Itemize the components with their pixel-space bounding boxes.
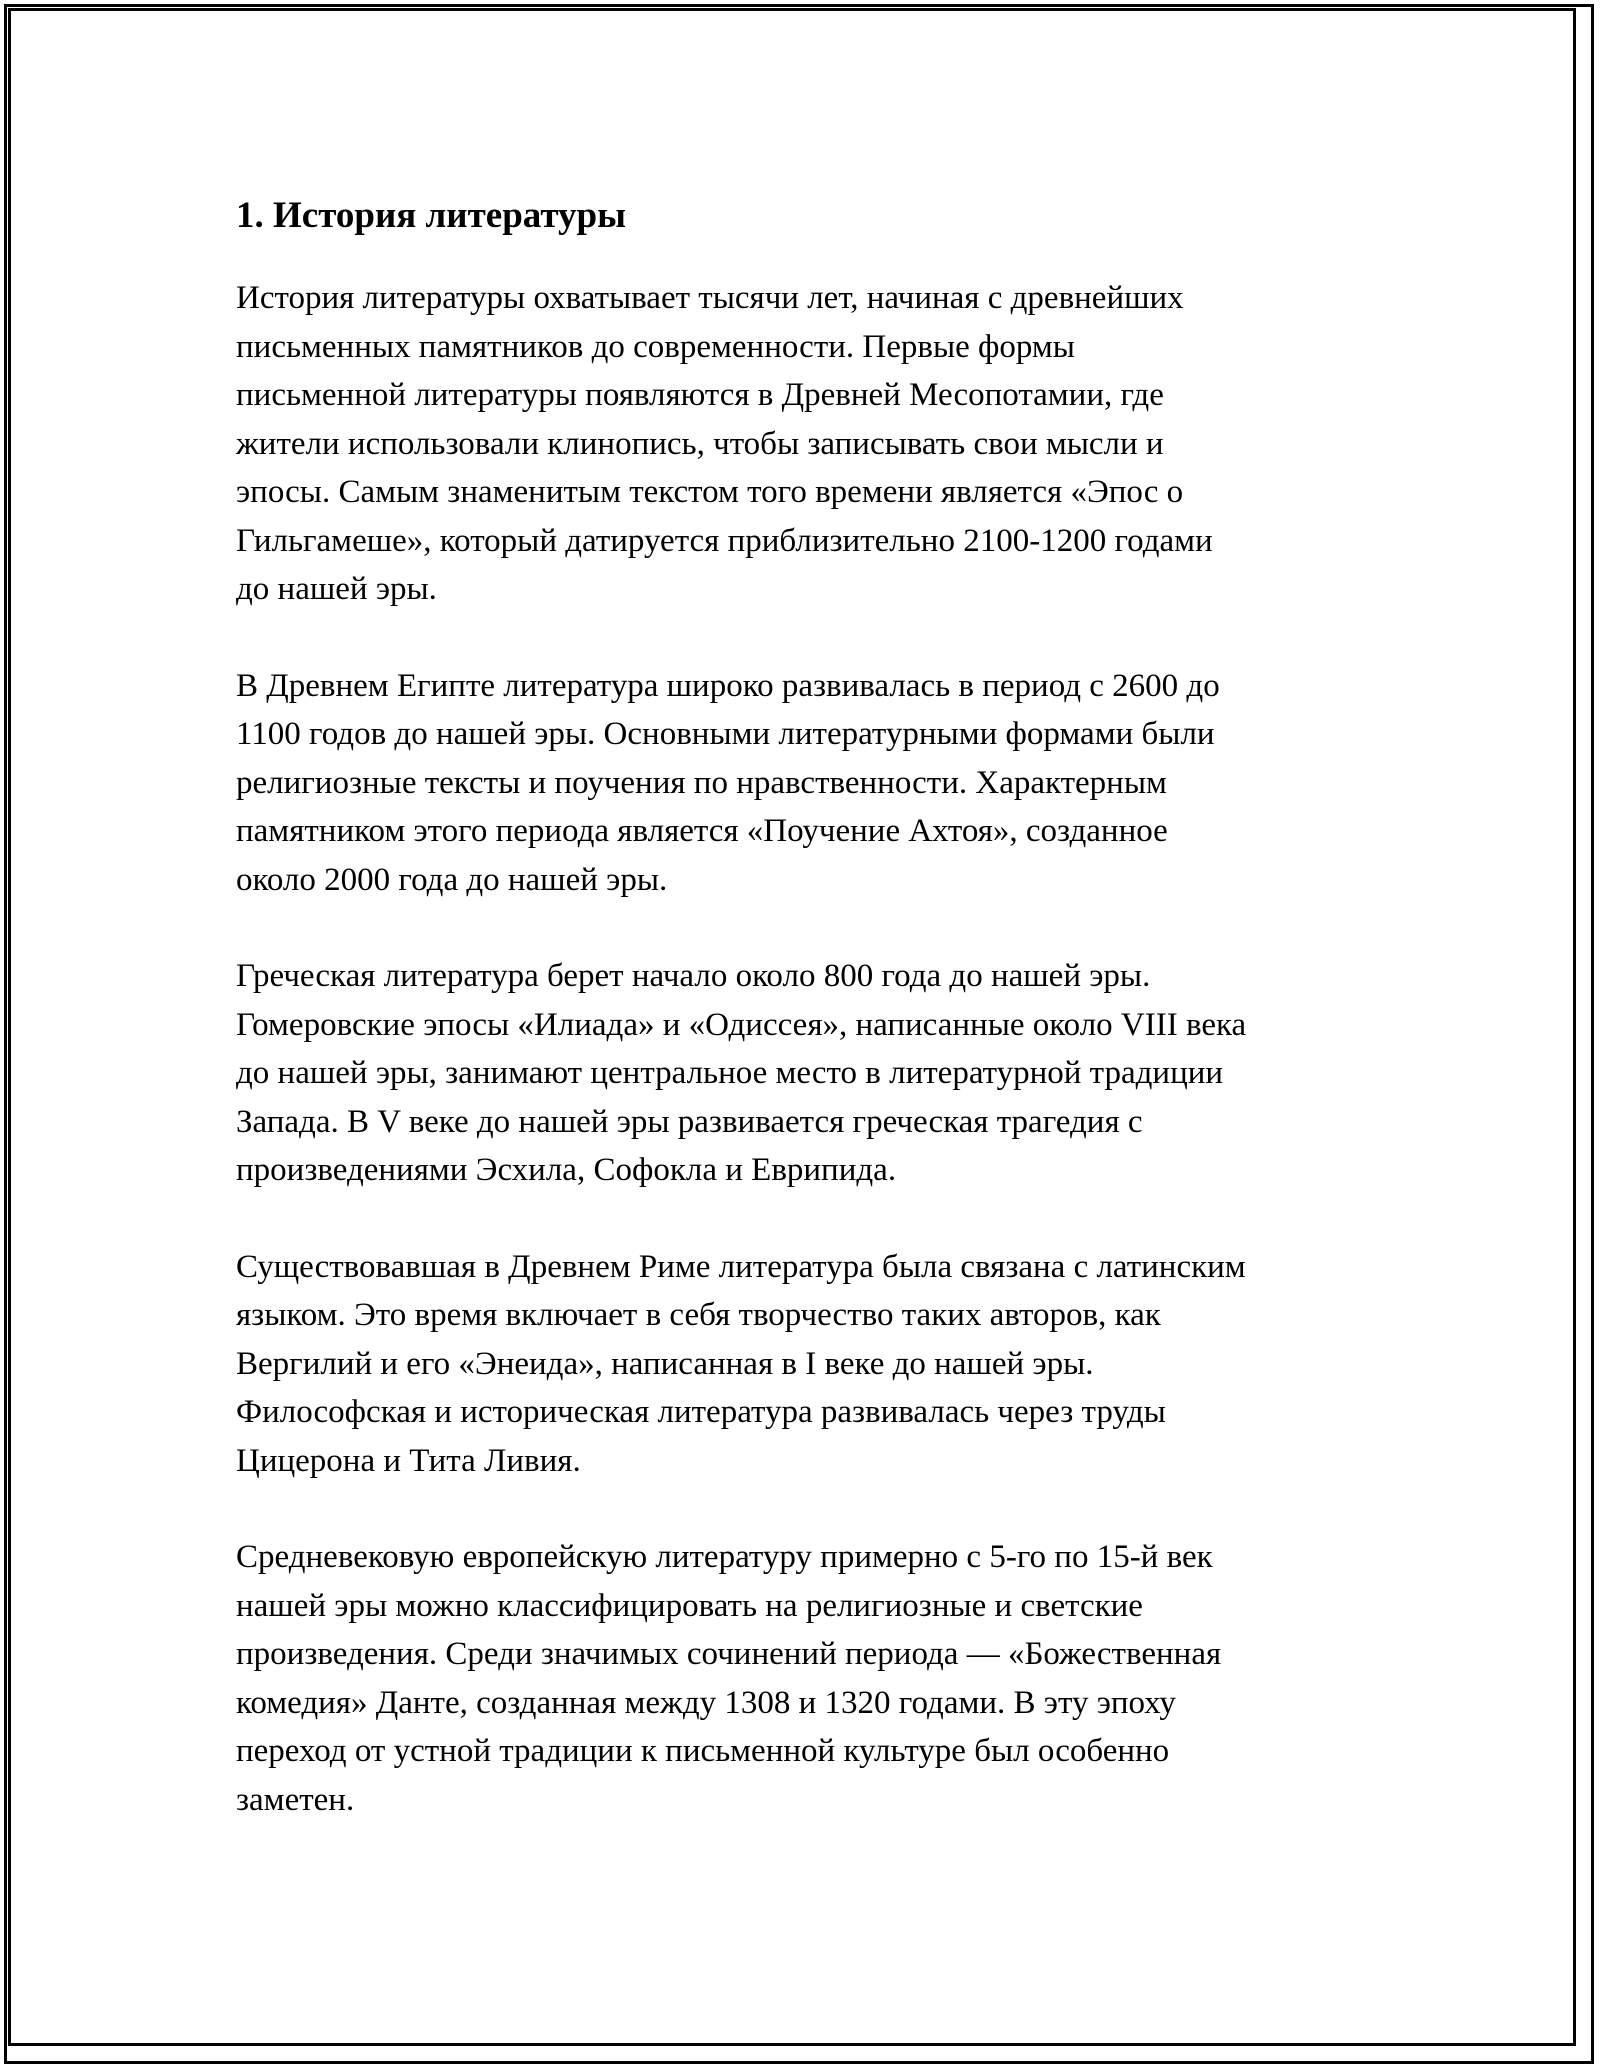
paragraph-egypt: В Древнем Египте литература широко развивалась в период с 2600 до 1100 годов до нашей эры. Основными литературными формами были религиозные тексты и поучения по нравственности. Характерным памятником этого периода является «Поучение Ахтоя», созданное около 2000 года до нашей эры.	[236, 667, 1220, 898]
section-heading: 1. История литературы	[236, 195, 626, 236]
document-body	[236, 186, 1376, 1872]
paragraph-mesopotamia: История литературы охватывает тысячи лет, начиная с древнейших письменных памятников до современности. Первые формы письменной литературы появляются в Древней Месопотамии, где жители использовали клинопись, чтобы записывать свои мысли и эпосы. Самым знаменитым текстом того времени является «Эпос о Гильгамеше», который датируется приблизительно 2100-1200 годами до нашей эры.	[236, 280, 1213, 607]
paragraph-middle-ages: Средневековую европейскую литературу примерно с 5-го по 15-й век нашей эры можно классифицировать на религиозные и светские произведения. Среди значимых сочинений периода — «Божественная комедия» Данте, созданная между 1308 и 1320 годами. В эту эпоху переход от устной традиции к письменной культуре был особенно заметен.	[236, 1539, 1222, 1818]
paragraph-rome: Существовавшая в Древнем Риме литература была связана с латинским языком. Это время включает в себя творчество таких авторов, как Вергилий и его «Энеида», написанная в I веке до нашей эры. Философская и историческая литература развивалась через труды Цицерона и Тита Ливия.	[236, 1248, 1246, 1479]
paragraph-greece: Греческая литература берет начало около 800 года до нашей эры. Гомеровские эпосы «Илиада» и «Одиссея», написанные около VIII века до нашей эры, занимают центральное место в литературной традиции Запада. В V веке до нашей эры развивается греческая трагедия с произведениями Эсхила, Софокла и Еврипида.	[236, 958, 1247, 1188]
